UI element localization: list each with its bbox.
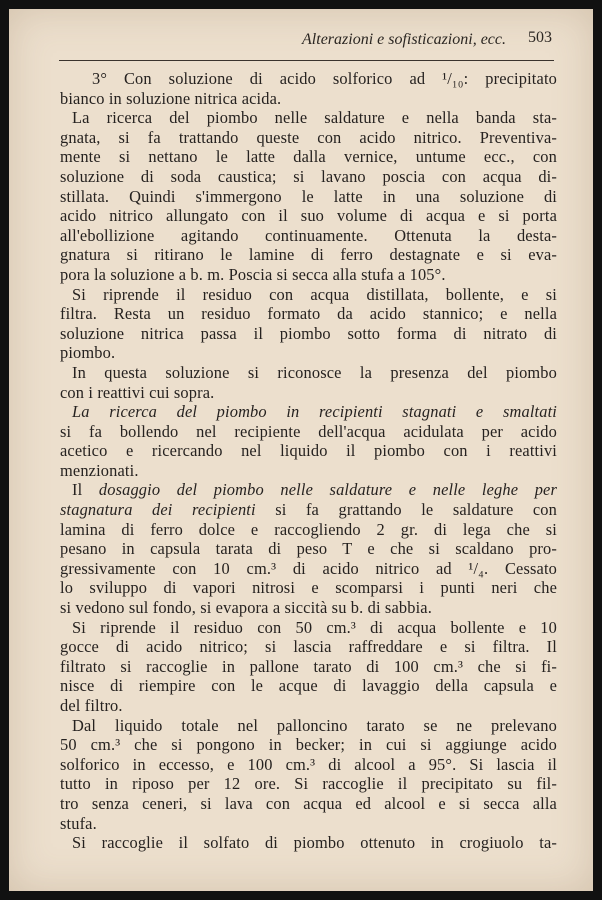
text-line: nisce di riempire con le acque di lavaggio della capsula e	[60, 676, 557, 696]
body-text	[60, 69, 557, 853]
text-line: 50 cm.³ che si pongono in becker; in cui si aggiunge acido	[60, 735, 557, 755]
text-line: tutto in riposo per 12 ore. Si raccoglie il precipitato su fil-	[60, 774, 557, 794]
text-line: gnata, si fa trattando queste con acido nitrico. Preventiva-	[60, 127, 557, 147]
text-line: gnatura si ritirano le lamine di ferro destagnate e si eva-	[60, 245, 557, 265]
running-title: Alterazioni e sofisticazioni, ecc.	[302, 31, 506, 48]
text-line: si vedono sul fondo, si evapora a siccità su b. di sabbia.	[60, 598, 432, 618]
text-line: Si riprende il residuo con 50 cm.³ di acqua bollente e 10	[72, 617, 557, 637]
text-line: In questa soluzione si riconosce la presenza del piombo	[72, 362, 557, 382]
text-line: stillata. Quindi s'immergono le latte in una soluzione di	[60, 186, 557, 206]
text-line: lamina di ferro dolce e raccogliendo 2 gr. di lega che si	[60, 519, 557, 539]
text-line: soluzione di soda caustica; si lavano poscia con acqua di-	[60, 166, 557, 186]
text-line: stagnatura dei recipienti si fa grattando le saldature con	[60, 500, 557, 520]
page-number: 503	[528, 29, 552, 46]
text-line: all'ebollizione agitando continuamente. Ottenuta la desta-	[60, 225, 557, 245]
text-line: stufa.	[60, 813, 97, 833]
text-line: acido nitrico allungato con il suo volume di acqua e si porta	[60, 206, 557, 226]
text-line: piombo.	[60, 343, 116, 363]
italic-phrase: dosaggio del piombo nelle saldature e nelle leghe per	[98, 480, 558, 500]
text-line: 3° Con soluzione di acido solforico ad ¹/₁₀: precipitato	[92, 69, 557, 88]
text-line: lo sviluppo di vapori nitrosi e scomparsi i punti neri che	[60, 578, 557, 598]
text-line: Il dosaggio del piombo nelle saldature e nelle leghe per	[72, 480, 558, 500]
text-line: Si raccoglie il solfato di piombo ottenuto in crogiuolo ta-	[72, 833, 557, 853]
text-line: con i reattivi cui sopra.	[60, 382, 215, 402]
page-header	[59, 23, 554, 59]
text-line: del filtro.	[60, 696, 123, 715]
header-rule	[59, 60, 554, 61]
text-line: Si riprende il residuo con acqua distillata, bollente, e si	[72, 284, 557, 304]
text-line: filtra. Resta un residuo formato da acido stannico; e nella	[60, 304, 557, 324]
text-line: pesano in capsula tarata di peso T e che si scaldano pro-	[60, 539, 557, 559]
text-line: soluzione nitrica passa il piombo sotto forma di nitrato di	[60, 323, 557, 343]
text-line: acetico e ricercando nel liquido il piombo con i reattivi	[60, 441, 557, 461]
text-line: filtrato si raccoglie in pallone tarato di 100 cm.³ che si fi-	[60, 656, 557, 676]
text-line: gocce di acido nitrico; si lascia raffreddare e si filtra. Il	[60, 637, 557, 657]
italic-phrase: stagnatura dei recipienti	[60, 500, 256, 520]
text-line: menzionati.	[60, 460, 139, 480]
text-line: Dal liquido totale nel palloncino tarato se ne prelevano	[72, 715, 557, 735]
text-line: bianco in soluzione nitrica acida.	[60, 88, 282, 108]
text-line: mente si nettano le latte dalla vernice, untume ecc., con	[60, 147, 557, 167]
text-line: La ricerca del piombo nelle saldature e nella banda sta-	[72, 108, 557, 128]
text-line: pora la soluzione a b. m. Poscia si secca alla stufa a 105°.	[60, 264, 446, 284]
text-line: gressivamente con 10 cm.³ di acido nitrico ad ¹/₄. Cessato	[60, 558, 557, 578]
text-line: solforico in eccesso, e 100 cm.³ di alcool a 95°. Si lascia il	[60, 754, 557, 774]
text-line: si fa bollendo nel recipiente dell'acqua acidulata per acido	[60, 421, 557, 441]
book-page	[9, 9, 593, 891]
text-line: La ricerca del piombo in recipienti stagnati e smaltati	[72, 402, 557, 422]
text-line: tro senza ceneri, si lava con acqua ed alcool e si secca alla	[60, 793, 557, 813]
